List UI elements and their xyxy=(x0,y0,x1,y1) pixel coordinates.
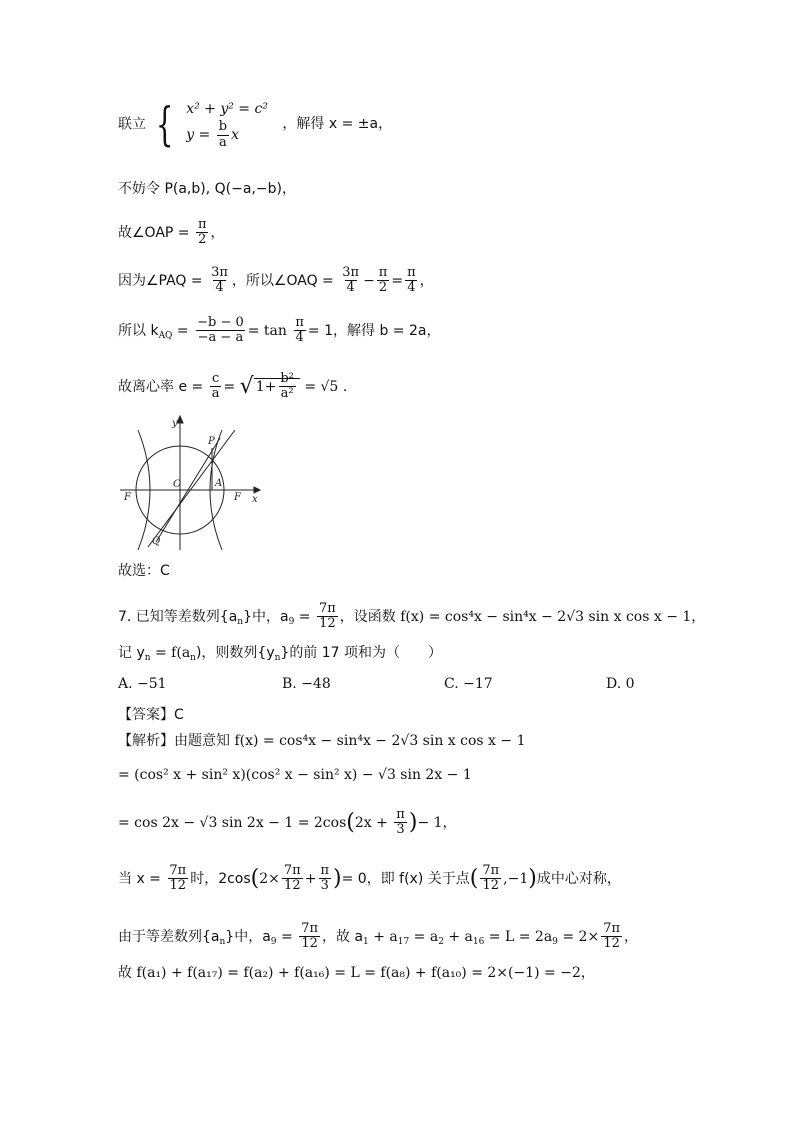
answer-label: 【答案】C xyxy=(118,707,184,723)
solution-line-5: 由于等差数列$\{a_n\}$中，$a_9$ = $\frac{7\pi}{12}$ ，故 $a_1 + a_{17} = a_2 + a_{16} = L = 2a_9 = 2\times$ $\frac{7\pi}{12}$ ， xyxy=(118,921,639,952)
brace: { xyxy=(156,97,174,152)
svg-text:F: F xyxy=(234,492,241,503)
svg-text:A: A xyxy=(215,478,223,489)
svg-text:P: P xyxy=(208,436,215,447)
line-assume: 不妨令 P(a,b), Q(−a,−b)， xyxy=(118,181,296,197)
question-7-line2: 记 $y_n = f(a_n)$，则数列$\{y_n\}$的前 17 项和为（ ） xyxy=(118,645,443,663)
svg-text:O: O xyxy=(173,479,182,490)
solution-line-1: 【解析】由题意知 f(x) = cos⁴x − sin⁴x − 2√3 sin x cos x − 1 xyxy=(118,733,526,749)
svg-text:F: F xyxy=(124,492,131,503)
svg-text:x: x xyxy=(252,494,258,505)
solution-line-3: = cos 2x − √3 sin 2x − 1 = 2cos(2x + $\frac{\pi}{3}$ )− 1， xyxy=(118,807,457,838)
system-line xyxy=(118,98,392,151)
question-7: 7. 已知等差数列$\{a_n\}$中，$a_9$ = $\frac{7\pi}{12}$ ，设函数 f(x) = cos⁴x − sin⁴x − 2√3 sin x cos x − 1， xyxy=(118,601,706,632)
line-eccentricity: 故离心率 e = $\frac{c}{a}$ = √ 1+ $\frac{\text{b²}}{\text{a²}}$ = √5 . xyxy=(118,371,348,402)
eq-line-right: x xyxy=(231,127,239,144)
line-paq: 因为∠PAQ = $\frac{3\pi}{4}$ ，所以∠OAQ = $\frac{3\pi}{4}$ − $\frac{\pi}{2}$ = $\frac{\pi}{4}$ ， xyxy=(118,265,434,296)
text-solution: ，解得 x = ±a， xyxy=(282,116,393,133)
solution-line-4: 当 x = $\frac{7\pi}{12}$ 时，2cos(2× $\frac{7\pi}{12}$ + $\frac{\pi}{3}$ )= 0，即 f(x) 关于点( $\frac{7\pi}{12}$ ,−1)成中心对称， xyxy=(118,863,621,894)
option-d: D. 0 xyxy=(606,676,635,692)
equation-system xyxy=(186,98,268,151)
option-c: C. −17 xyxy=(444,676,493,692)
line-select: 故选：C xyxy=(118,563,170,579)
option-a: A. −51 xyxy=(118,676,167,692)
svg-text:y: y xyxy=(172,418,178,429)
eq-circle: x² + y² = c² xyxy=(186,101,268,117)
solution-line-2: = (cos² x + sin² x)(cos² x − sin² x) − √3 sin 2x − 1 xyxy=(118,767,472,783)
svg-text:Q: Q xyxy=(152,536,161,547)
option-b: B. −48 xyxy=(282,676,331,692)
solution-line-6: 故 f(a₁) + f(a₁₇) = f(a₂) + f(a₁₆) = L = f(a₈) + f(a₁₀) = 2×(−1) = −2， xyxy=(118,965,595,981)
hyperbola-figure xyxy=(120,412,265,552)
line-oap: 故∠OAP = $\frac{\pi}{2}$ ， xyxy=(118,217,225,248)
text-lianli: 联立 xyxy=(118,116,146,133)
frac-b-a: $\frac{b}{a}$ xyxy=(218,119,228,150)
eq-line-left: y = xyxy=(186,127,211,144)
line-slope: 所以 $k_{AQ}$ = $\frac{-b - 0}{-a - a}$ = tan $\frac{\pi}{4}$ = 1，解得 b = 2a， xyxy=(118,315,441,346)
